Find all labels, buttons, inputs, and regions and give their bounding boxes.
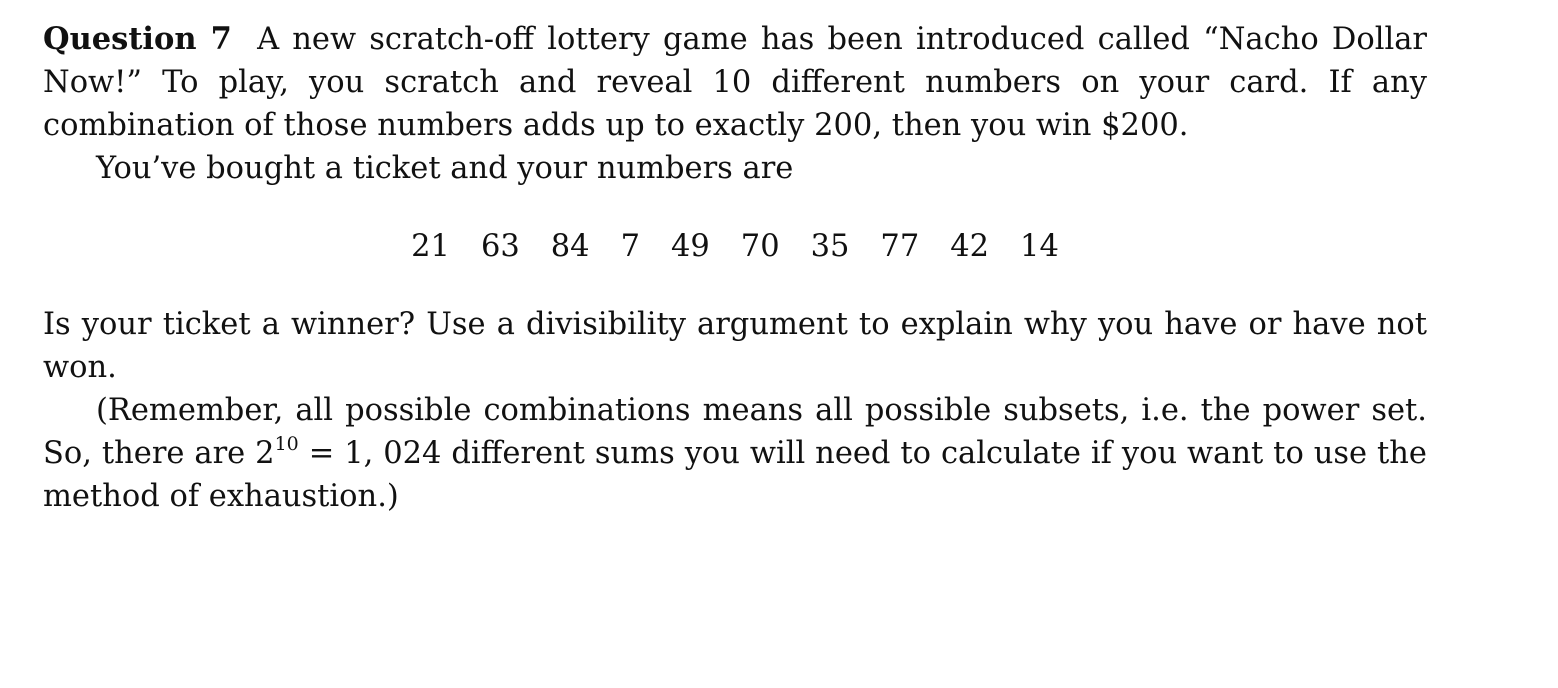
remember-text-before: (Remember, all possible combinations means all possible subsets, i.e. the power set. So, there are 2 (43, 393, 1427, 471)
ticket-number: 77 (880, 229, 920, 264)
document (43, 18, 1427, 518)
ticket-numbers (43, 225, 1427, 268)
ticket-number: 63 (480, 229, 520, 264)
ticket-number: 7 (620, 229, 640, 264)
ticket-number: 84 (550, 229, 590, 264)
ticket-number: 35 (810, 229, 850, 264)
ticket-number: 49 (670, 229, 710, 264)
question-label: Question 7 (43, 21, 232, 57)
ticket-line: You’ve bought a ticket and your numbers are (96, 151, 794, 186)
remember-text-after: = 1, 024 different sums you will need to calculate if you want to use the method of exhaustion.) (43, 436, 1427, 514)
exponent: 10 (274, 432, 299, 455)
ticket-number: 42 (950, 229, 990, 264)
remember-note (43, 389, 1427, 518)
ticket-number: 70 (740, 229, 780, 264)
question-intro-paragraph (43, 18, 1427, 147)
question-intro: A new scratch-off lottery game has been introduced called “Nacho Dollar Now!” To play, you scratch and reveal 10 different numbers on your card. If any combination of those numbers adds up to exactly 200, then you win $200. (43, 22, 1427, 143)
ticket-number: 21 (411, 229, 450, 264)
question-prompt: Is your ticket a winner? Use a divisibility argument to explain why you have or have not won. (43, 307, 1427, 385)
ticket-number: 14 (1020, 229, 1059, 264)
